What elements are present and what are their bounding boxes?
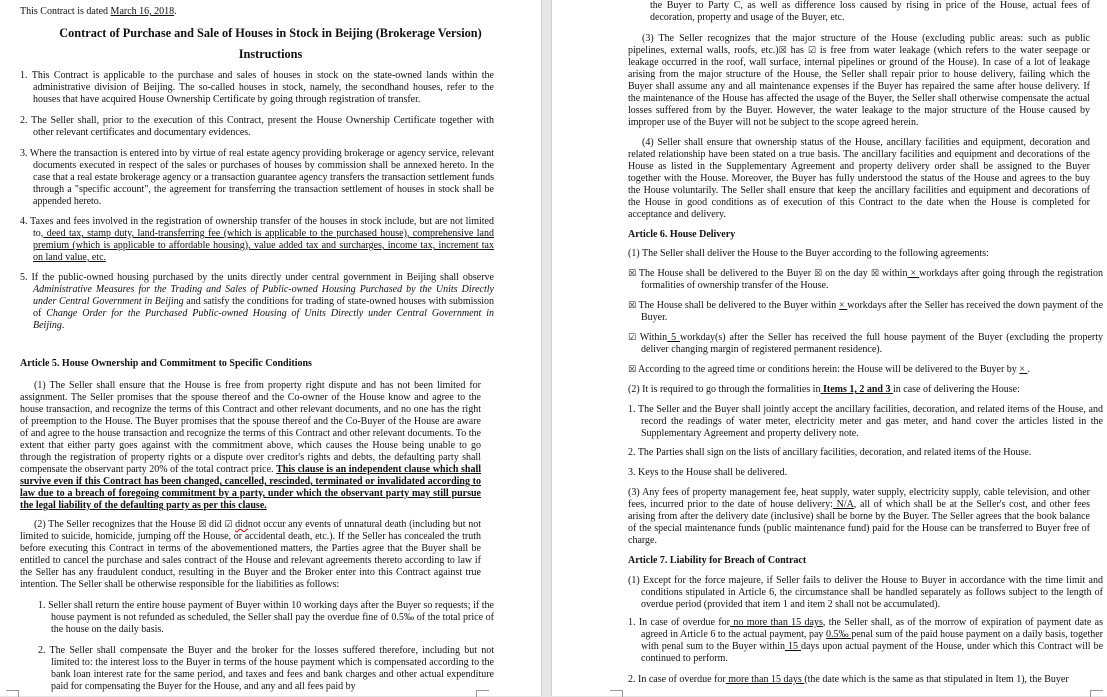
checkbox-glyph: ☒: [628, 301, 637, 311]
text-run: (4) Seller shall ensure that ownership status of the House, ancillary facilities and equipment, decoration and related relationship have been stated on a true basis. The ancillary facilities and equipment and decorations of the House as listed in the Supplementary Agreement and property delivery order shall be assigned to the Buyer together with the House. Moreover, the Buyer has fully understood the status of the House and agrees to the buy the House voluntarily. The Seller shall ensure that keep the ancillary facilities and equipment and decorations of the House in good conditions as of execution of this Contract to the date when the House is completed for acceptance and delivery.: [628, 137, 1090, 220]
text-run: .: [174, 6, 177, 17]
text-run: (3) The Seller recognizes that the major structure of the House (excluding public areas: such as public pipelines, external walls, roofs, etc.): [628, 33, 1090, 56]
text-run: Instructions: [238, 47, 303, 61]
text-run: Article 7. Liability for Breach of Contract: [628, 555, 807, 566]
instruction-item-2: [20, 115, 494, 139]
text-run: penal sum of the paid house payment on a daily basis, together with penal sum to the Buyer within: [641, 629, 1104, 652]
text-run: ×: [838, 300, 848, 311]
instruction-item-3: [20, 148, 494, 208]
text-run: 2. The Seller shall compensate the Buyer and the broker for the losses suffered therefore, including but not limited to: the interest loss to the Buyer in terms of the house payment which is compensated according to the bank loan interest rate for the same period, and taxes and fees and bank charges and other actual expenditure paid for compensating the Buyer for the House, and any and all fees paid by: [38, 645, 494, 692]
text-run: Items 1, 2 and 3: [820, 384, 893, 395]
text-run: workdays after going through the registration formalities of ownership transfer of the House.: [641, 268, 1104, 291]
text-run: the Buyer to Party C, as well as difference loss caused by rising in price of the House, actual fees of decoration, property and usage of the Buyer, etc.: [650, 0, 1090, 23]
page-gap: [541, 0, 552, 696]
text-run: deed tax, stamp duty, land-transferring fee (which is applicable to the purchased house), comprehensive land premium (which is applicable to affordable housing), value added tax and surcharges, income tax, increment tax on land value, etc.: [33, 228, 494, 263]
text-run: 0.5‰: [826, 629, 852, 640]
text-run: 5: [667, 332, 681, 343]
delivery-option-3: [628, 332, 1103, 356]
text-run: workdays after the Seller has received the down payment of the Buyer.: [641, 300, 1104, 323]
text-run: Article 5. House Ownership and Commitment to Specific Conditions: [20, 358, 312, 369]
text-run: ×: [1019, 364, 1028, 375]
text-run: Contract of Purchase and Sale of Houses in Stock in Beijing (Brokerage Version): [59, 26, 482, 40]
text-run: and satisfy the conditions for trading of state-owned houses with submission of: [33, 296, 494, 319]
text-run: 15: [784, 641, 801, 652]
article-7-heading: [628, 555, 1090, 567]
checkbox-glyph: ☑: [224, 520, 233, 530]
article-6-heading: [628, 229, 1090, 241]
text-run: 3. Where the transaction is entered into by virtue of real estate agency providing brokerage or agency service, relevant documents executed in respect of the sales or purchases of houses by commission shall be annexed hereto. In the case that a real estate brokerage agency or a transaction guarantee agency transfers the transaction settlement funds through a "specific account", the agreement for transferring the transaction settlement of houses in stock shall be appended hereto.: [20, 148, 494, 207]
text-run: Administrative Measures for the Trading and Sales of Public-owned Housing Purchased by the Units Directly under Central Government in Beijing: [33, 284, 494, 307]
document-page-left: [0, 0, 541, 696]
article-6-clause-1: [628, 248, 1090, 260]
checkbox-glyph: ☒: [870, 269, 879, 279]
article-5-clause-1: [20, 380, 481, 512]
text-run: The House shall be delivered to the Buyer within: [636, 300, 839, 311]
article-6-clause-3: [628, 487, 1090, 547]
text-run: (1) The Seller shall ensure that the House is free from property right dispute and has not been limited for assignment. The Seller promises that the spouse thereof and the Co-owner of the House know and agree to the house transaction, and recognize the terms of this Contract and other relevant documents, and no one has the right of preemption to the House. The Buyer promises that the spouse thereof and the Co-Buyer of the House are aware of and agree to the house transaction and recognize the terms of this Contract and other relevant documents. To the extent that either party goes against with the commitment above, which causes the House being unable to go through the registration of property rights or a dispute over creditor's rights and debts, the defaulting party shall compensate the observant party 20% of the total contract price.: [20, 380, 481, 475]
text-run: 1. This Contract is applicable to the purchase and sales of houses in stock on the state-owned lands within the administrative division of Beijing. The so-called houses in stock, namely, the secondhand houses, refer to the houses that have acquired House Ownership Certificate by going through registration of transfer.: [20, 70, 494, 105]
text-run: no more than 15 days: [730, 617, 823, 628]
article-7-clause-1: [628, 575, 1103, 611]
text-run: This clause is an independent clause which shall survive even if this Contract has been changed, cancelled, rescinded, terminated or invalidated according to law due to a breach of foregoing commitment by a party, under which the observant party may still pursue the legal liability of the defaulting party as per this clause.: [20, 464, 481, 511]
text-run: (2) It is required to go through the formalities in: [628, 384, 821, 395]
formality-item-1: [628, 404, 1103, 440]
text-run: more than 15 days: [725, 674, 805, 685]
delivery-option-1: [628, 268, 1103, 292]
checkbox-glyph: ☑: [807, 46, 816, 56]
text-run: has: [786, 45, 808, 56]
text-run: 2. In case of overdue for: [628, 674, 726, 685]
document-page-right: [552, 0, 1107, 696]
text-run: workday(s) after the Seller has received the full house payment of the Buyer (excluding the property deliver changing margin of registered permanent residence).: [641, 332, 1103, 355]
text-run: 4. Taxes and fees involved in the registration of ownership transfer of the houses in stock include, but are not limited to,: [20, 216, 494, 239]
text-run: did: [235, 519, 248, 530]
overdue-item-2: [628, 674, 1103, 686]
checkbox-glyph: ☒: [628, 365, 637, 375]
text-run: (1) The Seller shall deliver the House to the Buyer according to the following agreements:: [628, 248, 989, 259]
text-run: .: [61, 320, 65, 331]
text-run: days upon actual payment of the House, under which this Contract will be continued to perform.: [641, 641, 1104, 664]
text-run: 1. Seller shall return the entire house payment of Buyer within 10 working days after the Buyer so requests; if the house payment is not refunded as scheduled, the Seller shall pay the overdue fine of 0.5‰ of the total price of the house on the daily basis.: [38, 600, 494, 635]
article-5-clause-2: [20, 519, 481, 591]
checkbox-glyph: ☒: [778, 46, 787, 56]
article-6-clause-2: [628, 384, 1090, 396]
instructions-heading: [0, 47, 541, 62]
clause-continuation: [650, 0, 1090, 24]
text-run: on the day: [822, 268, 871, 279]
article-5-clause-4: [628, 137, 1090, 221]
text-run: 1. In case of overdue for: [628, 617, 730, 628]
overdue-item-1: [628, 617, 1103, 665]
instruction-item-1: [20, 70, 494, 106]
checkbox-glyph: ☒: [628, 269, 637, 279]
text-run: .: [1027, 364, 1030, 375]
text-run: 1. The Seller and the Buyer shall jointly accept the ancillary facilities, decoration, and related items of the House, and record the readings of water meter, electricity meter and gas meter, and hand cover the articles listed in the Supplementary Agreement and property delivery note.: [628, 404, 1103, 439]
text-run: 3. Keys to the House shall be delivered.: [628, 467, 788, 478]
text-run: , the Seller shall, as of the morrow of expiration of payment date as agreed in Article 6 to the actual payment, pay: [641, 617, 1104, 640]
text-run: N/A: [832, 499, 854, 510]
checkbox-glyph: ☒: [198, 520, 207, 530]
delivery-option-4: [628, 364, 1103, 376]
text-run: (1) Except for the force majeure, if Seller fails to deliver the House to Buyer in accordance with the time limit and conditions stipulated in Article 6, the circumstance shall be handled separately as follows subject to the length of overdue period (provided that item 1 and item 2 shall not be accumulated).: [628, 575, 1103, 610]
delivery-option-2: [628, 300, 1103, 324]
text-run: According to the agreed time or conditions herein: the House will be delivered to the Buyer by: [636, 364, 1020, 375]
text-run: The House shall be delivered to the Buyer: [636, 268, 815, 279]
text-run: ×: [907, 268, 920, 279]
instruction-item-5: [20, 272, 494, 332]
text-run: (2) The Seller recognizes that the House: [34, 519, 199, 530]
text-run: 2. The Parties shall sign on the lists of ancillary facilities, decoration, and related items of the House.: [628, 447, 1032, 458]
article-5-clause-3: [628, 33, 1090, 129]
text-run: 2. The Seller shall, prior to the execution of this Contract, present the House Ownership Certificate together with other relevant certificates and documentary evidences.: [20, 115, 494, 138]
text-run: , all of which shall be at the Seller's cost, and other fees arising from after the delivery date (inclusive) shall be borne by the Buyer. The Seller agrees that the book balance of the special maintenance funds (public maintenance fund) paid for the House can be transferred to Buyer free of charge.: [628, 499, 1090, 546]
article-5-clause-2-item-2: [38, 645, 494, 693]
article-5-heading: [20, 358, 481, 370]
document-title: [0, 26, 541, 41]
text-run: within: [878, 268, 908, 279]
text-run: Within: [636, 332, 668, 343]
checkbox-glyph: ☒: [814, 269, 823, 279]
instruction-item-4: [20, 216, 494, 264]
text-run: Change Order for the Purchased Public-owned Housing of Units Directly under Central Government in Beijing: [33, 308, 494, 331]
text-run: is free from water leakage (which refers to the water seepage or leakage occurred in the roof, wall surface, internal pipelines or ground of the House). In case of a lot of leakage arising from the major structure of the House, the Seller shall repair prior to house delivery, failing which the Buyer shall assume any and all maintenance expenses if the Buyer has repaired the same after house delivery. If the maintenance of the House has affected the usage of the Buyer, the Seller shall otherwise compensate the actual losses suffered from by the Buyer. However, the water leakage to the major structure of the House caused by improper use of the Buyer will not be subject to the scope agreed herein.: [628, 45, 1090, 128]
text-run: (the date which is the same as that stipulated in Item 1), the Buyer: [804, 674, 1069, 685]
text-run: This Contract is dated: [20, 6, 111, 17]
formality-item-2: [628, 447, 1103, 459]
formality-item-3: [628, 467, 1103, 479]
text-run: March 16, 2018: [110, 6, 175, 17]
checkbox-glyph: ☑: [628, 333, 637, 343]
text-run: (3) Any fees of property management fee, heat supply, water supply, electricity supply, cable television, and other fees, incurred prior to the date of house delivery:: [628, 487, 1090, 510]
text-run: not occur any events of unnatural death (including but not limited to suicide, homicide, jumping off the House, or accidental death, etc.). If the Seller has concealed the truth before executing this Contract in terms of the abovementioned matters, the Parties agree that the Buyer shall be entitled to cancel the purchase and sales contract of the House and relevant agreements thereto according to law if the Seller has any fraudulent conduct, resulting in the Buyer and the Broker enter into this Contract against true intention. The Seller shall be otherwise responsible for the liabilities as follows:: [20, 519, 481, 590]
text-run: Article 6. House Delivery: [628, 229, 736, 240]
text-run: in case of delivering the House:: [892, 384, 1020, 395]
text-run: 5. If the public-owned housing purchased by the units directly under central government in Beijing shall observe: [20, 272, 494, 283]
contract-date-line: [20, 6, 481, 18]
article-5-clause-2-item-1: [38, 600, 494, 636]
text-run: did: [206, 519, 225, 530]
